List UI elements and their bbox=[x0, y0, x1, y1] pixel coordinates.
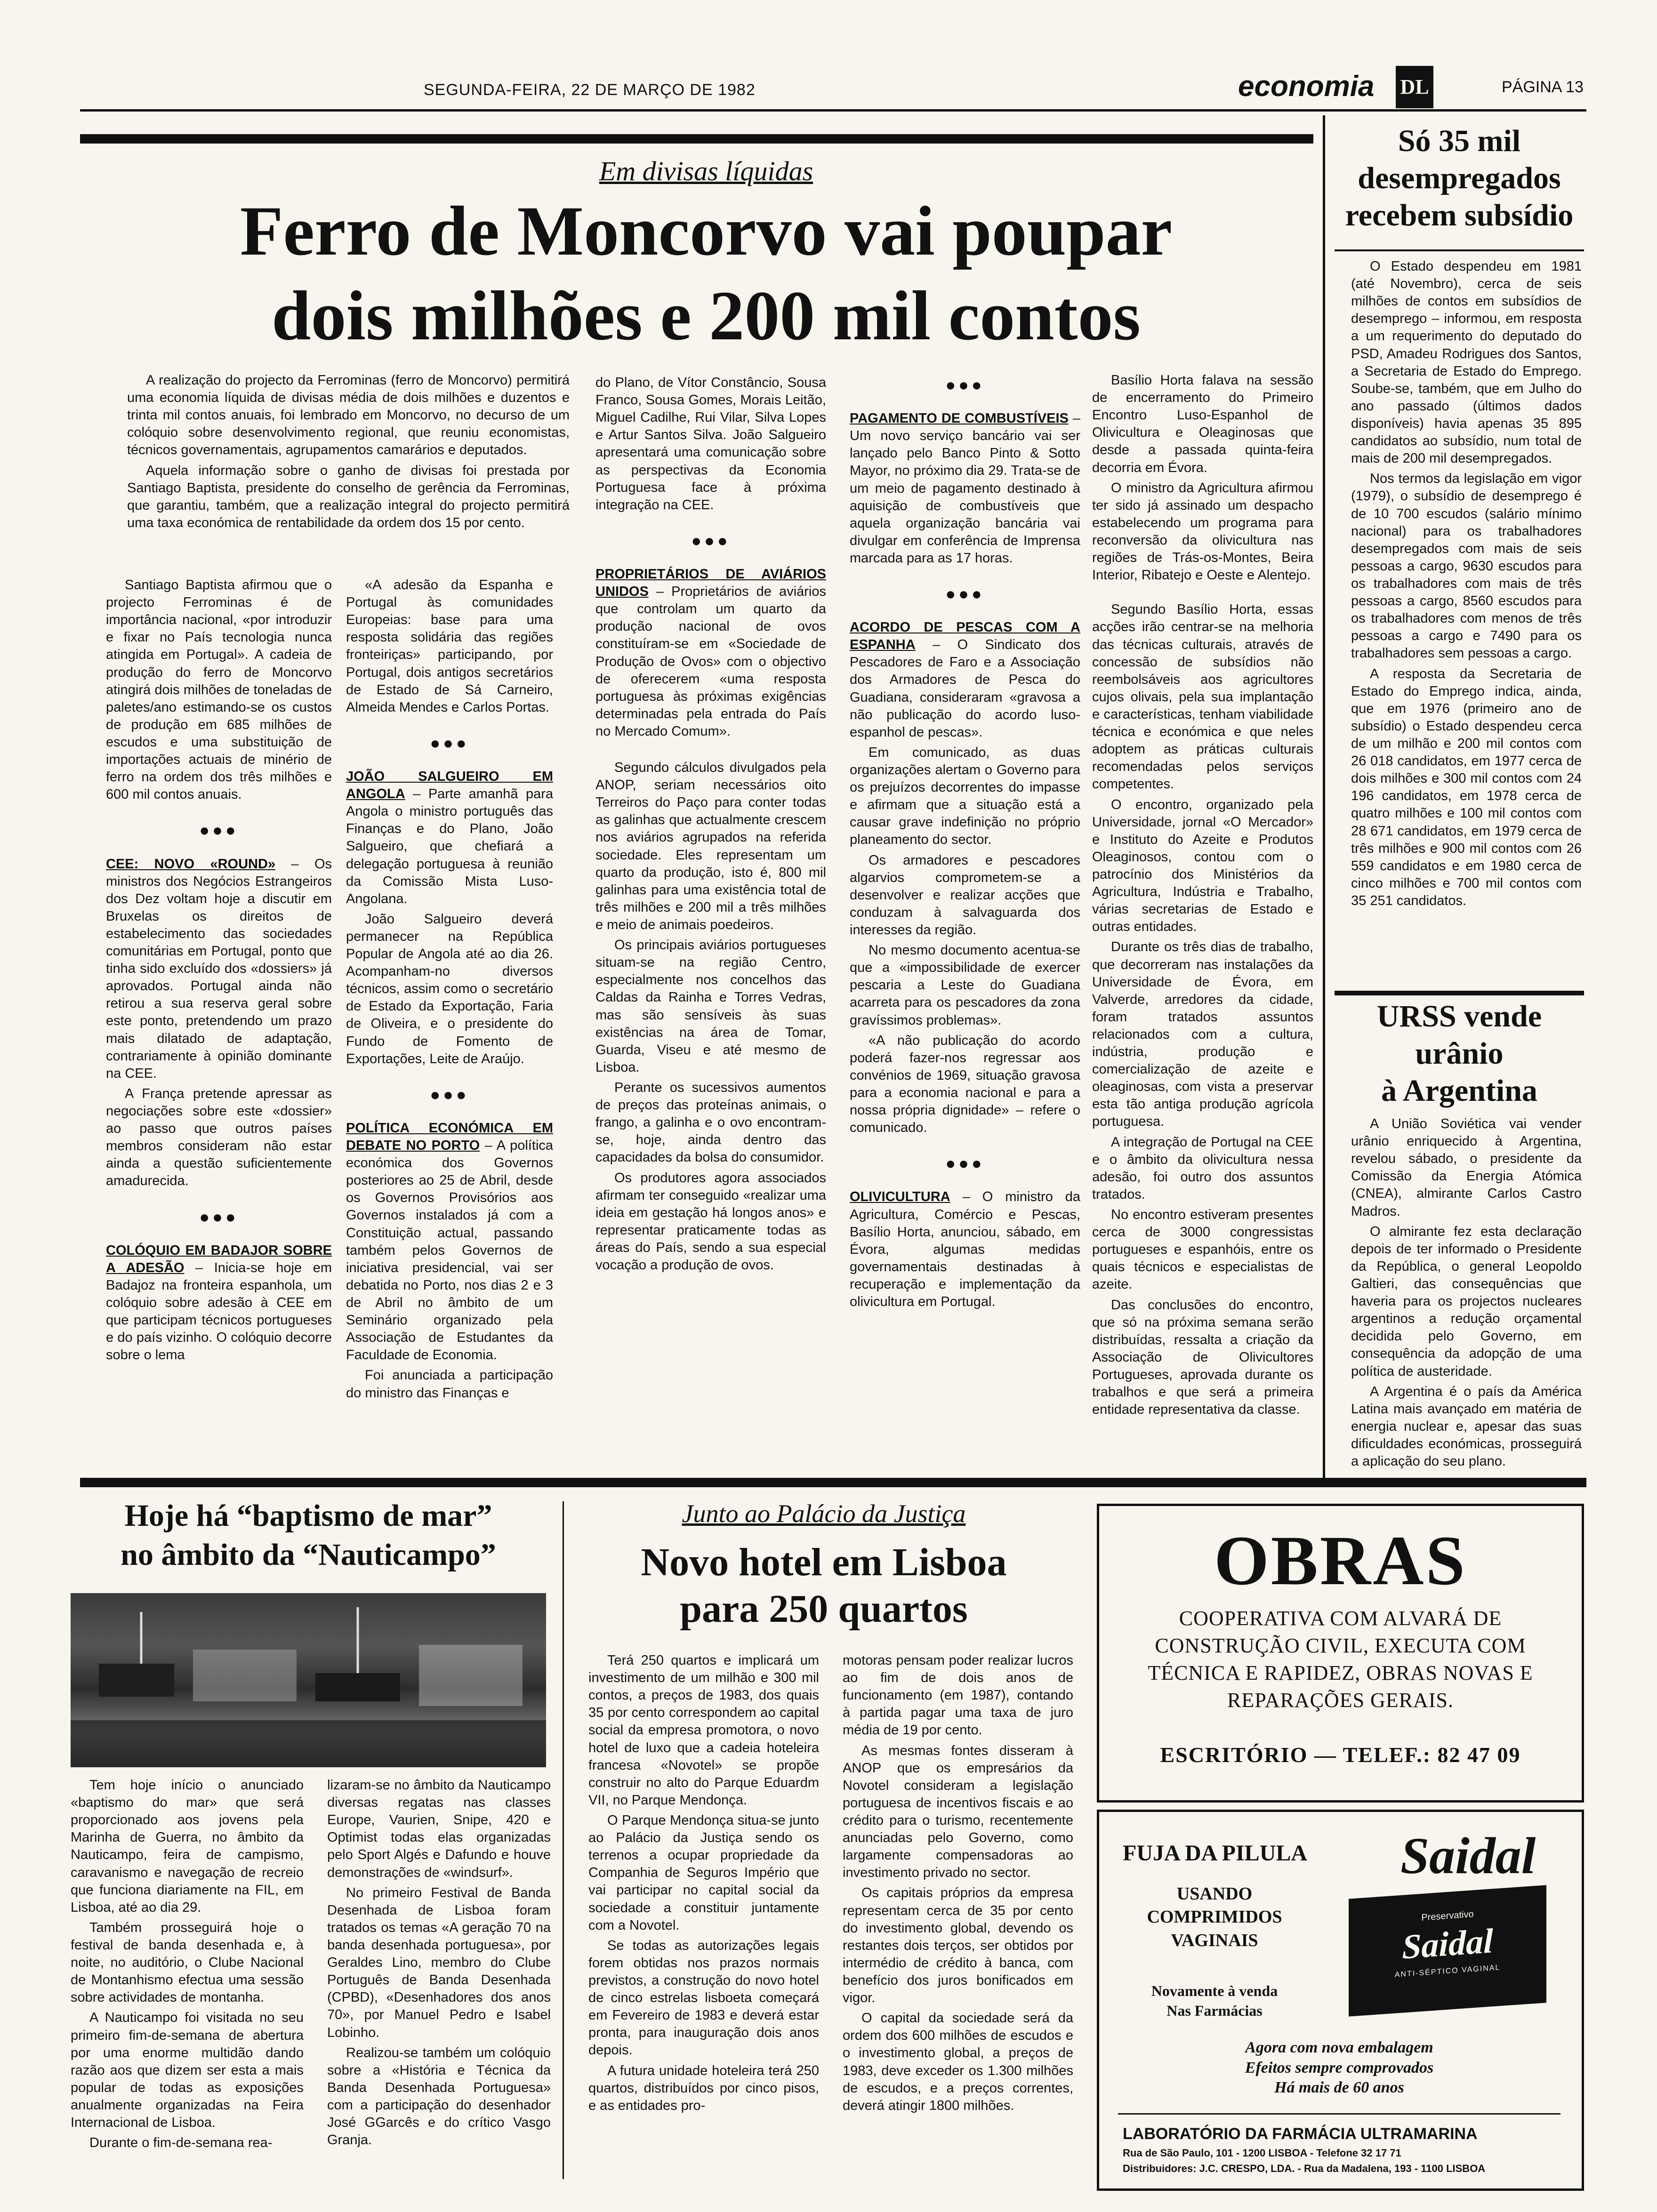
ad-saidal-line: COMPRIMIDOS bbox=[1147, 1907, 1282, 1927]
paragraph: O encontro, organizado pela Universidade, jornal «O Mercador» e Instituto do Azeite e Produtos Oleaginosos, contou com o patrocínio dos Ministérios da Agricultura, Indústria e Trabalho, várias secretarias de Estado e outras entidades. bbox=[1092, 797, 1313, 935]
paragraph: A Argentina é o país da América Latina mais avançado em matéria de energia nuclear e, apesar das suas dificuldades económicas, prosseguirá a aplicação do seu plano. bbox=[1351, 1384, 1582, 1469]
nauticampo-title bbox=[61, 1497, 555, 1574]
separator-bullets: ●●● bbox=[430, 1084, 469, 1104]
main-column-1 bbox=[106, 577, 332, 1367]
separator-bullets: ●●● bbox=[430, 733, 469, 753]
paragraph: Os armadores e pescadores algarvios comprometem-se a desenvolver e realizar acções que conduzam à salvaguarda dos interesses da região. bbox=[850, 852, 1080, 938]
paragraph: A França pretende apressar as negociações sobre este «dossier» ao passo que outros países membros consideram não estar ainda a questão suficientemente amadurecida. bbox=[106, 1086, 332, 1189]
section-logo bbox=[1396, 66, 1433, 108]
section-name: economia bbox=[1238, 70, 1375, 103]
sidebar-2-title-line: à Argentina bbox=[1381, 1074, 1537, 1108]
hotel-column-1 bbox=[588, 1652, 819, 2117]
main-headline-2: dois milhões e 200 mil contos bbox=[272, 277, 1141, 355]
hotel-title-line: Novo hotel em Lisboa bbox=[641, 1540, 1007, 1584]
paragraph: motoras pensam poder realizar lucros ao fim de dois anos de funcionamento (em 1987), contando à partida pagar uma taxa de juro média de 19 por cento. bbox=[843, 1653, 1073, 1738]
ad-obras-line: REPARAÇÕES GERAIS. bbox=[1227, 1689, 1454, 1712]
ad-obras-line: TÉCNICA E RAPIDEZ, OBRAS NOVAS E bbox=[1148, 1661, 1533, 1685]
paragraph: Os produtores agora associados afirmam ter conseguido «realizar uma ideia em gestação há longos anos» e representar praticamente todas as áreas do País, sendo a sua especial vocação a produção de ovos. bbox=[595, 1170, 826, 1273]
paragraph: Segundo cálculos divulgados pela ANOP, seriam necessários oito Terreiros do Paço para conter todas as galinhas que actualmente crescem nos aviários agrupados na referida sociedade. Eles representam um quarto da produção, isto é, 800 mil galinhas para uma existência total de três milhões e 200 mil a três milhões e meio de animais poedeiros. bbox=[595, 760, 826, 933]
ad-saidal-line: Agora com nova embalagem bbox=[1245, 2039, 1433, 2056]
brief-angola bbox=[346, 768, 553, 908]
paragraph: «A adesão da Espanha e Portugal às comunidades Europeias: base para uma resposta solidária das regiões fronteiriças» participando, por Portugal, dois antigos secretários de Estado de Sá Carneiro, Almeida Mendes e Carlos Portas. bbox=[346, 577, 553, 715]
boats-illustration bbox=[71, 1593, 546, 1767]
main-top-rule bbox=[80, 134, 1313, 144]
brief-angola-text: – Parte amanhã para Angola o ministro português das Finanças e do Plano, João Salgueiro, que chefiará a delegação portuguesa à reunião da Comissão Mista Luso-Angolana. bbox=[346, 786, 553, 906]
main-kicker: Em divisas líquidas bbox=[599, 156, 813, 186]
ad-obras-line: COOPERATIVA COM ALVARÁ DE bbox=[1179, 1607, 1502, 1630]
paragraph: «A não publicação do acordo poderá fazer-nos regressar aos convénios de 1969, situação gravosa para a economia nacional e para a nossa própria dignidade» – refere o comunicado. bbox=[850, 1033, 1080, 1136]
paragraph: Das conclusões do encontro, que só na próxima semana serão distribuídas, ressalta a criação da Associação de Olivicultores Portugueses, aprovada durante os trabalhos e que será a primeira entidade representativa da classe. bbox=[1092, 1297, 1313, 1418]
paragraph: A União Soviética vai vender urânio enriquecido à Argentina, revelou sábado, o presidente da Comissão da Energia Atómica (CNEA), almirante Carlos Castro Madros. bbox=[1351, 1116, 1582, 1219]
ad-obras bbox=[1097, 1504, 1584, 1803]
ad-saidal-lab: LABORATÓRIO DA FARMÁCIA ULTRAMARINA bbox=[1123, 2125, 1478, 2143]
brief-olivicultura bbox=[850, 1188, 1080, 1311]
paragraph: Os capitais próprios da empresa representam cerca de 35 por cento do investimento global, devendo os restantes dois terços, ser obtidos por intermédio de crédito à banca, com benefício dos juros bonificados em vigor. bbox=[843, 1885, 1073, 2006]
column-divider bbox=[563, 1501, 564, 2179]
ad-saidal-line: Novamente à venda bbox=[1151, 1982, 1278, 1999]
hotel-column-2 bbox=[843, 1652, 1073, 2117]
brief-avicultura bbox=[595, 566, 826, 740]
paragraph: Se todas as autorizações legais forem obtidas nos prazos normais previstos, a construção do novo hotel de cinco estrelas lisboeta começará em Fevereiro de 1983 e deverá estar pronta, para inauguração dois anos depois. bbox=[588, 1938, 819, 2058]
brief-badajoz-text: – Inicia-se hoje em Badajoz na fronteira espanhola, um colóquio sobre adesão à CEE em que participam técnicos portugueses e do país vizinho. O colóquio decorre sobre o lema bbox=[106, 1260, 332, 1363]
ad-saidal-head: FUJA DA PILULA bbox=[1123, 1841, 1308, 1866]
paragraph: lizaram-se no âmbito da Nauticampo diversas regatas nas classes Europe, Vaurien, Snipe, 420 e Optimist todas elas organizadas pelo Sport Algés e Dafundo e houve demonstrações de «windsurf». bbox=[327, 1778, 551, 1880]
main-lead bbox=[127, 372, 570, 535]
brief-angola-head: JOÃO SALGUEIRO EM ANGOLA bbox=[346, 769, 553, 802]
header-rule bbox=[80, 109, 1586, 112]
paragraph: O Parque Mendonça situa-se junto ao Palácio da Justiça sendo os terrenos a ocupar propriedade da Companhia de Seguros Império que vai participar no capital social da sociedade a constituir juntamente com a Novotel. bbox=[588, 1812, 819, 1933]
paragraph: Os principais aviários portugueses situam-se na região Centro, especialmente nos concelhos das Caldas da Rainha e Torres Vedras, mas são sensíveis às suas existências na área de Tomar, Guarda, Viseu e até mesmo de Lisboa. bbox=[595, 938, 826, 1075]
paragraph: Durante o fim-de-semana rea- bbox=[89, 2135, 273, 2151]
brief-combustiveis-text: – Um novo serviço bancário vai ser lançado pelo Banco Pinto & Sotto Mayor, no próximo dia 29. Trata-se de um meio de pagamento destinado à aquisição de combustíveis que aquela organização bancária vai divulgar em conferência de Imprensa marcada para as 17 horas. bbox=[850, 411, 1081, 566]
hotel-title-line: para 250 quartos bbox=[680, 1587, 968, 1631]
ad-saidal-brand: Saidal bbox=[1400, 1827, 1536, 1884]
paragraph: As mesmas fontes disseram à ANOP que os empresários da Novotel consideram a legislação portuguesa de incentivos fiscais e ao crédito para o turismo, recentemente anunciadas pelo Governo, como largamente compensadoras ao investimento privado no sector. bbox=[843, 1743, 1073, 1881]
paragraph: O almirante fez esta declaração depois de ter informado o Presidente da República, o general Leopoldo Galtieri, das consequências que haveria para os projectos nucleares argentinos a redução orçamental decidida pelo Governo, em consequência da adopção de uma política de austeridade. bbox=[1351, 1224, 1582, 1379]
separator-bullets: ●●● bbox=[691, 530, 731, 550]
brief-combustiveis bbox=[850, 410, 1080, 567]
ad-saidal-package-brand: Saidal bbox=[1402, 1922, 1493, 1967]
brief-avicultura-head: PROPRIETÁRIOS DE AVIÁRIOS UNIDOS bbox=[595, 566, 826, 600]
brief-politica bbox=[346, 1120, 553, 1364]
sidebar-2-title-line: urânio bbox=[1415, 1036, 1504, 1071]
brief-pescas-head: ACORDO DE PESCAS COM A ESPANHA bbox=[850, 620, 1080, 653]
paragraph: Basílio Horta falava na sessão de encerramento do Primeiro Encontro Luso-Espanhol de Olivicultura e Oleaginosas que desde a passada quinta-feira decorria em Évora. bbox=[1092, 373, 1313, 475]
paragraph: Realizou-se também um colóquio sobre a «História e Técnica da Banda Desenhada Portuguesa» com a participação do desenhador José GGarcês e do crítico Vasgo Granja. bbox=[327, 2045, 551, 2148]
sidebar-divider bbox=[1335, 991, 1584, 995]
paragraph: A futura unidade hoteleira terá 250 quartos, distribuídos por cinco pisos, e as entidades pro- bbox=[588, 2063, 819, 2113]
paragraph: O Estado despendeu em 1981 (até Novembro), cerca de seis milhões de contos em subsídios de desemprego – informou, em resposta a um requerimento do deputado do PSD, Amadeu Rodrigues dos Santos, a Secretaria de Estado do Emprego. Soube-se, também, que em Julho do ano passado (últimos dados disponíveis) havia apenas 35 895 candidatos ao subsídio, num total de mais de 200 mil desempregados. bbox=[1351, 259, 1582, 466]
section-logo-text: DL bbox=[1400, 75, 1429, 98]
sidebar-1-title-rule bbox=[1335, 249, 1584, 251]
paragraph: Segundo Basílio Horta, essas acções irão centrar-se na melhoria das técnicas culturais, através de concessão de subsídios não reembolsáveis aos agricultores cujos olivais, pela sua implantação e características, tenham viabilidade técnica e económica e que neles adoptem as práticas culturais recomendadas pelos serviços competentes. bbox=[1092, 602, 1313, 792]
paragraph: A integração de Portugal na CEE e o âmbito da olivicultura nessa adesão, foi outro dos assuntos tratados. bbox=[1092, 1134, 1313, 1202]
ad-obras-text bbox=[1099, 1605, 1582, 1714]
paragraph: Santiago Baptista afirmou que o projecto Ferrominas é de importância nacional, «por introduzir e fixar no País tecnologia nunca atingida em Portugal». A cadeia de produção do ferro de Moncorvo atingirá dois milhões de toneladas de paletes/ano estimando-se os custos de produção em 685 milhões de escudos e uma substituição de importações actuais de minério de ferro na ordem dos três milhões e 600 mil contos anuais. bbox=[106, 577, 332, 802]
paragraph: Tem hoje início o anunciado «baptismo do mar» que será proporcionado aos jovens pela Marinha de Guerra, no âmbito da Nauticampo, feira de campismo, caravanismo e navegação de recreio que funciona diariamente na FIL, em Lisboa, até ao dia 29. bbox=[71, 1778, 304, 1915]
brief-combustiveis-head: PAGAMENTO DE COMBUSTÍVEIS bbox=[850, 411, 1069, 426]
main-column-5 bbox=[1092, 372, 1313, 1421]
ad-obras-line: CONSTRUÇÃO CIVIL, EXECUTA COM bbox=[1155, 1634, 1526, 1658]
brief-avicultura-text: – Proprietários de aviários que controlam um quarto da produção nacional de ovos constituíram-se em «Sociedade de Produção de Ovos» com o objectivo de oferecerem «uma resposta portuguesa às próximas exigências determinadas pela entrada do País no Mercado Comum». bbox=[595, 584, 826, 739]
main-column-4 bbox=[850, 374, 1080, 1314]
ad-saidal-rule bbox=[1118, 2113, 1560, 2115]
paragraph: A resposta da Secretaria de Estado do Emprego indica, ainda, que em 1976 (primeiro ano de subsídio) o Estado despendeu cerca de um milhão e 200 mil contos com 26 018 candidatos, em 1977 cerca de dois milhões e 300 mil contos com 24 196 candidatos, em 1978 cerca de quatro milhões e 100 mil contos com 28 671 candidatos, em 1979 cerca de três milhões e 900 mil contos com 26 559 candidatos e em 1980 cerca de cinco milhões e 700 mil contos com 35 251 candidatos. bbox=[1351, 666, 1582, 908]
paragraph: O capital da sociedade será da ordem dos 600 milhões de escudos e o investimento global, a preços de 1983, deve exceder os 1.300 milhões de escudos, e a preços correntes, deverá atingir 1800 milhões. bbox=[843, 2011, 1073, 2113]
hotel-kicker: Junto ao Palácio da Justiça bbox=[682, 1499, 966, 1528]
brief-cee-text: – Os ministros dos Negócios Estrangeiros dos Dez voltam hoje a discutir em Bruxelas os direitos de estabelecimento das sociedades comunitárias em Portugal, ponto que tinha sido excluído dos «dossiers» já aprovados. Portugal ainda não retirou a sua reserva geral sobre este ponto, pretendendo um prazo mais dilatado de adaptação, contrariamente à opinião dominante na CEE. bbox=[106, 856, 332, 1081]
main-column-3 bbox=[595, 374, 826, 1277]
paragraph: Em comunicado, as duas organizações alertam o Governo para os prejuízos decorrentes do impasse e afirmam que a situação está a causar grave indefinição no próprio planeamento do sector. bbox=[850, 745, 1080, 848]
main-headline-1: Ferro de Moncorvo vai poupar bbox=[240, 192, 1173, 270]
lead-paragraph: A realização do projecto da Ferrominas (ferro de Moncorvo) permitirá uma economia líquida de divisas média de dois milhões e duzentos e trinta mil contos anuais, foi lembrado em Moncorvo, no decurso de um colóquio sobre desenvolvimento regional, que reuniu economistas, técnicos governamentais, agrupamentos camarários e deputados. bbox=[127, 373, 570, 458]
paragraph: Durante os três dias de trabalho, que decorreram nas instalações da Universidade de Évora, em Valverde, arredores da cidade, foram tratados assuntos relacionados com a cultura, indústria, produção e comercialização de azeite e oleaginosas, com vista a preservar esta tão antiga produção agrícola portuguesa. bbox=[1092, 939, 1313, 1130]
brief-olivicultura-head: OLIVICULTURA bbox=[850, 1189, 950, 1205]
brief-pescas bbox=[850, 619, 1080, 741]
paragraph: No mesmo documento acentua-se que a «impossibilidade de exercer pescaria a Leste do Guadiana acarreta para os pescadores da zona gravíssimos problemas». bbox=[850, 943, 1080, 1028]
header-date: SEGUNDA-FEIRA, 22 DE MARÇO DE 1982 bbox=[424, 81, 756, 99]
paragraph: Terá 250 quartos e implicará um investimento de um milhão e 300 mil contos, a preços de 1983, dos quais 35 por cento correspondem ao capital social da empresa promotora, o novo hotel de luxo que a cadeia hoteleira francesa «Novotel» se propõe construir no alto do Parque Eduardm VII, no Parque Mendonça. bbox=[588, 1653, 819, 1808]
nauticampo-title-line: no âmbito da “Nauticampo” bbox=[121, 1537, 496, 1572]
separator-bullets: ●●● bbox=[199, 1207, 239, 1226]
brief-olivicultura-text: – O ministro da Agricultura, Comércio e Pescas, Basílio Horta, anunciou, sábado, em Évora, algumas medidas governamentais destinadas à recuperação e implementação da olivicultura em Portugal. bbox=[850, 1189, 1080, 1310]
brief-politica-head: POLÍTICA ECONÓMICA EM DEBATE NO PORTO bbox=[346, 1120, 553, 1153]
brief-cee-head: CEE: NOVO «ROUND» bbox=[106, 856, 276, 872]
paragraph: Foi anunciada a participação do ministro das Finanças e bbox=[346, 1368, 553, 1401]
separator-bullets: ●●● bbox=[945, 1154, 985, 1173]
ad-saidal-line: Nas Farmácias bbox=[1166, 2002, 1263, 2019]
separator-bullets: ●●● bbox=[199, 820, 239, 840]
ad-saidal bbox=[1097, 1810, 1584, 2191]
paragraph: Também prosseguirá hoje o festival de banda desenhada e, à noite, no auditório, o Clube Nacional de Montanhismo efectua uma sessão sobre actividades de montanha. bbox=[71, 1920, 304, 2005]
nauticampo-photo bbox=[71, 1593, 546, 1767]
brief-cee bbox=[106, 856, 332, 1082]
paragraph: João Salgueiro deverá permanecer na República Popular de Angola até ao dia 26. Acompanham-no diversos técnicos, assim como o secretário de Estado da Exportação, Faria de Oliveira, e o presidente do Fundo de Fomento de Exportações, Leite de Araújo. bbox=[346, 911, 553, 1066]
page-number: PÁGINA 13 bbox=[1502, 78, 1584, 96]
paragraph: A Nauticampo foi visitada no seu primeiro fim-de-semana de abertura por uma enorme multidão dando razão aos que dizem ser esta a mais popular de todas as exposições anualmente organizadas na Feira Internacional de Lisboa. bbox=[71, 2010, 304, 2131]
ad-obras-title: OBRAS bbox=[1214, 1522, 1467, 1600]
nauticampo-title-line: Hoje há “baptismo de mar” bbox=[124, 1499, 492, 1533]
paragraph: do Plano, de Vítor Constâncio, Sousa Franco, Sousa Gomes, Morais Leitão, Miguel Cadilhe, Rui Vilar, Silva Lopes e Artur Santos Silva. João Salgueiro apresentará uma comunicação sobre as perspectivas da Economia Portuguesa face à próxima integração na CEE. bbox=[595, 375, 826, 513]
nauticampo-column-1 bbox=[71, 1777, 304, 2155]
ad-saidal-package-bottom: ANTI-SÉPTICO VAGINAL bbox=[1394, 1964, 1501, 1979]
main-right-rule bbox=[1323, 115, 1325, 1478]
nauticampo-column-2 bbox=[327, 1777, 551, 2152]
paragraph: Perante os sucessivos aumentos de preços das proteínas animais, o frango, a galinha e o ovo encontram-se, hoje, ainda dentro das capacidades da bolsa do consumidor. bbox=[595, 1080, 826, 1165]
sidebar-2-body bbox=[1351, 1115, 1582, 1473]
sidebar-1-title bbox=[1335, 122, 1584, 234]
ad-saidal-distributor: Distribuidores: J.C. CRESPO, LDA. - Rua da Madalena, 193 - 1100 LISBOA bbox=[1123, 2163, 1486, 2174]
ad-saidal-line: Há mais de 60 anos bbox=[1274, 2079, 1404, 2096]
brief-badajoz-head: COLÓQUIO EM BADAJOR SOBRE A ADESÃO bbox=[106, 1242, 332, 1275]
main-bottom-rule bbox=[80, 1478, 1586, 1487]
ad-saidal-availability bbox=[1113, 1981, 1316, 2020]
sidebar-1-title-line: recebem subsídio bbox=[1345, 198, 1574, 233]
lead-paragraph: Aquela informação sobre o ganho de divisas foi prestada por Santiago Baptista, presidente do conselho de gerência da Ferrominas, que garantiu, também, que a realização integral do projecto permitirá uma taxa económica de rentabilidade da ordem dos 15 por cento. bbox=[127, 463, 570, 530]
ad-saidal-line: USANDO bbox=[1176, 1884, 1253, 1904]
sidebar-1-body bbox=[1351, 258, 1582, 913]
sidebar-1-title-line: Só 35 mil bbox=[1398, 124, 1521, 158]
separator-bullets: ●●● bbox=[945, 584, 985, 604]
separator-bullets: ●●● bbox=[945, 375, 985, 394]
ad-saidal-line: Efeitos sempre comprovados bbox=[1245, 2059, 1434, 2076]
ad-saidal-packaging bbox=[1113, 2038, 1565, 2098]
brief-badajoz bbox=[106, 1242, 332, 1364]
paragraph: No encontro estiveram presentes cerca de 3000 congressistas portugueses e espanhóis, entre os quais técnicos e especialistas de azeite. bbox=[1092, 1207, 1313, 1292]
sidebar-2-title bbox=[1335, 998, 1584, 1110]
paragraph: O ministro da Agricultura afirmou ter sido já assinado um despacho estabelecendo um programa para reconversão da olivicultura nas regiões de Trás-os-Montes, Beira Interior, Ribatejo e Oeste e Alentejo. bbox=[1092, 480, 1313, 583]
brief-politica-text: – A política económica dos Governos posteriores ao 25 de Abril, desde os Governos Provisórios aos Governos instalados já com a Constituição actual, passando também pelos Governos de iniciativa presidencial, vai ser debatida no Porto, nos dias 2 e 3 de Abril no âmbito de um Seminário organizado pela Associação de Estudantes da Faculdade de Economia. bbox=[346, 1138, 554, 1363]
sidebar-2-title-line: URSS vende bbox=[1376, 999, 1542, 1034]
paragraph: No primeiro Festival de Banda Desenhada de Lisboa foram tratados os temas «A geração 70 na banda desenhada portuguesa», por Geraldes Lino, membro do Clube Português de Banda Desenhada (CPBD), «Desenhadores dos anos 70», por Manuel Pedro e Isabel Lobinho. bbox=[327, 1885, 551, 2040]
hotel-title bbox=[572, 1539, 1076, 1632]
ad-saidal-package-top: Preservativo bbox=[1421, 1909, 1474, 1923]
ad-saidal-tagline bbox=[1113, 1883, 1316, 1952]
ad-obras-contact: ESCRITÓRIO — TELEF.: 82 47 09 bbox=[1160, 1743, 1521, 1767]
sidebar-1-title-line: desempregados bbox=[1358, 161, 1561, 196]
main-column-2 bbox=[346, 577, 553, 1405]
paragraph: Nos termos da legislação em vigor (1979), o subsídio de desemprego é de 10 700 escudos (salário mínimo nacional) para os trabalhadores desempregados com mais de seis pessoas a cargo, 9630 escudos para os trabalhadores com mais de três pessoas a cargo, 8560 escudos para os trabalhadores com menos de três pessoas a cargo e 7490 para os trabalhadores sem pessoas a cargo. bbox=[1351, 471, 1582, 661]
ad-saidal-package bbox=[1349, 1885, 1546, 2016]
ad-saidal-line: VAGINAIS bbox=[1171, 1930, 1258, 1950]
brief-pescas-text: – O Sindicato dos Pescadores de Faro e a Associação dos Armadores de Pesca do Guadiana, consideraram «gravosa a não publicação do acordo luso-espanhol de pescas». bbox=[850, 637, 1080, 740]
ad-saidal-address: Rua de São Paulo, 101 - 1200 LISBOA - Telefone 32 17 71 bbox=[1123, 2147, 1401, 2159]
